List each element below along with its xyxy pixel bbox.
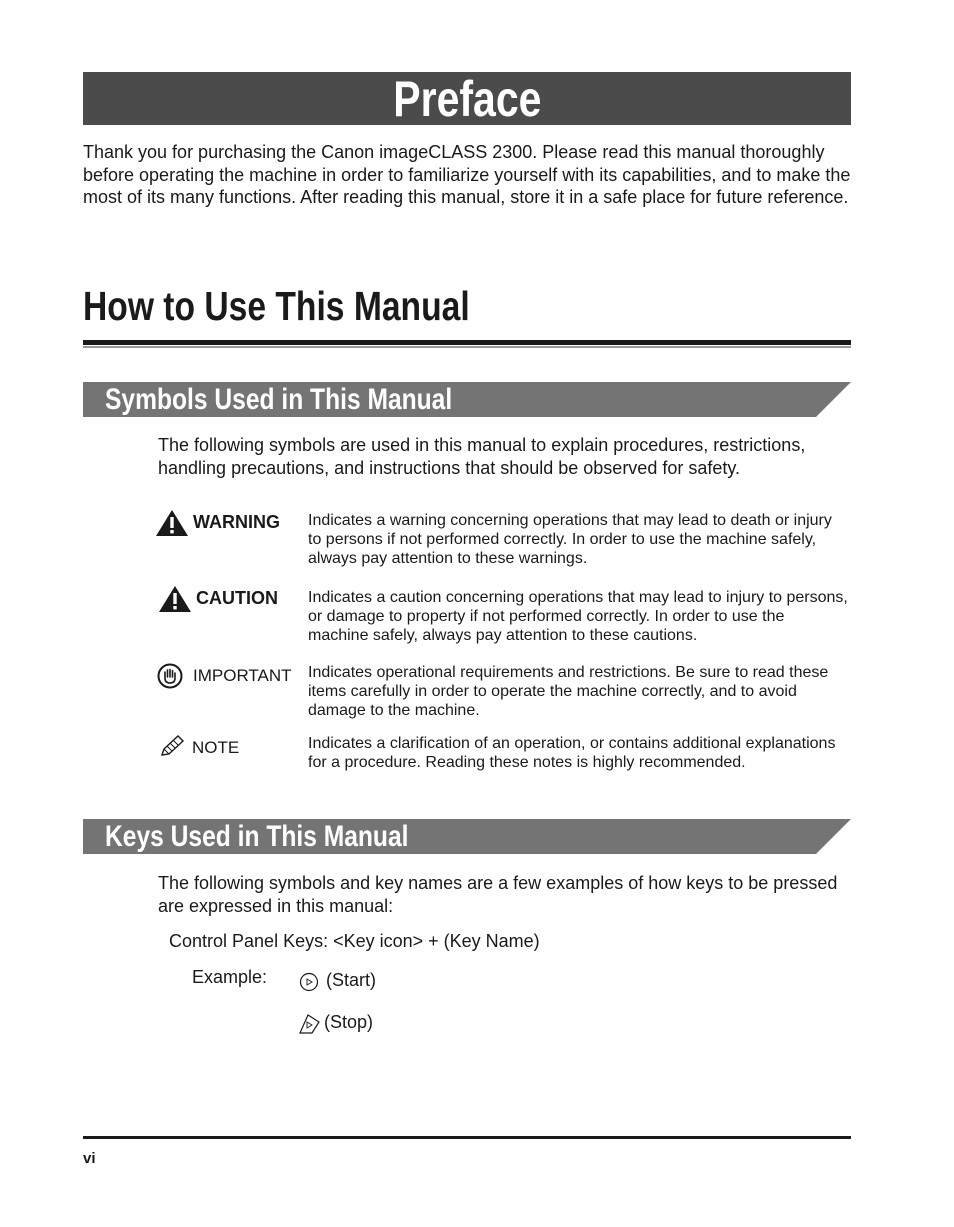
caution-triangle-icon — [158, 585, 192, 618]
heading-rule-thin — [83, 346, 851, 348]
symbols-section-title: Symbols Used in This Manual — [105, 383, 453, 416]
stop-key-icon — [299, 1014, 321, 1039]
warning-description: Indicates a warning concerning operations that may lead to death or injury to persons if not performed correctly. In order to use the machine safely, always pay attention to these warnings. — [308, 512, 832, 567]
keys-section-header — [83, 819, 851, 854]
page-title: Preface — [392, 70, 542, 127]
control-panel-keys-text: Control Panel Keys: <Key icon> + (Key Name) — [169, 931, 540, 951]
symbols-intro: The following symbols are used in this manual to explain procedures, restrictions, handling precautions, and instructions that should be observed for safety. — [158, 435, 806, 478]
example-label: Example: — [192, 967, 268, 987]
warning-triangle-icon — [155, 509, 189, 542]
important-label: IMPORTANT — [193, 666, 292, 685]
start-key-name: (Start) — [326, 970, 377, 990]
heading-rule — [83, 340, 851, 345]
symbols-section-header — [83, 382, 851, 417]
stop-key-name: (Stop) — [324, 1012, 374, 1032]
footer-rule — [83, 1136, 851, 1139]
note-description: Indicates a clarification of an operation, or contains additional explanations for a procedure. Reading these notes is highly recommended. — [308, 735, 836, 771]
warning-label: WARNING — [193, 512, 280, 532]
page-title-bar — [83, 72, 851, 125]
important-description: Indicates operational requirements and restrictions. Be sure to read these items carefully in order to operate the machine correctly, and to avoid damage to the machine. — [308, 664, 829, 719]
start-key-icon — [299, 972, 319, 997]
hand-stop-icon — [157, 663, 183, 694]
keys-section-title: Keys Used in This Manual — [105, 820, 409, 853]
intro-paragraph: Thank you for purchasing the Canon imageCLASS 2300. Please read this manual thoroughly before operating the machine in order to familiarize yourself with its capabilities, and to make the most of its many functions. After reading this manual, store it in a safe place for future reference. — [83, 142, 851, 207]
main-heading: How to Use This Manual — [83, 283, 470, 329]
keys-intro: The following symbols and key names are a few examples of how keys to be pressed are expressed in this manual: — [158, 873, 838, 916]
note-label: NOTE — [192, 738, 240, 757]
pencil-icon — [159, 734, 185, 763]
caution-label: CAUTION — [196, 588, 278, 608]
caution-description: Indicates a caution concerning operations that may lead to injury to persons, or damage to property if not performed correctly. In order to use the machine safely, always pay attention to these cautions. — [308, 589, 848, 644]
page-number: vi — [83, 1150, 96, 1167]
